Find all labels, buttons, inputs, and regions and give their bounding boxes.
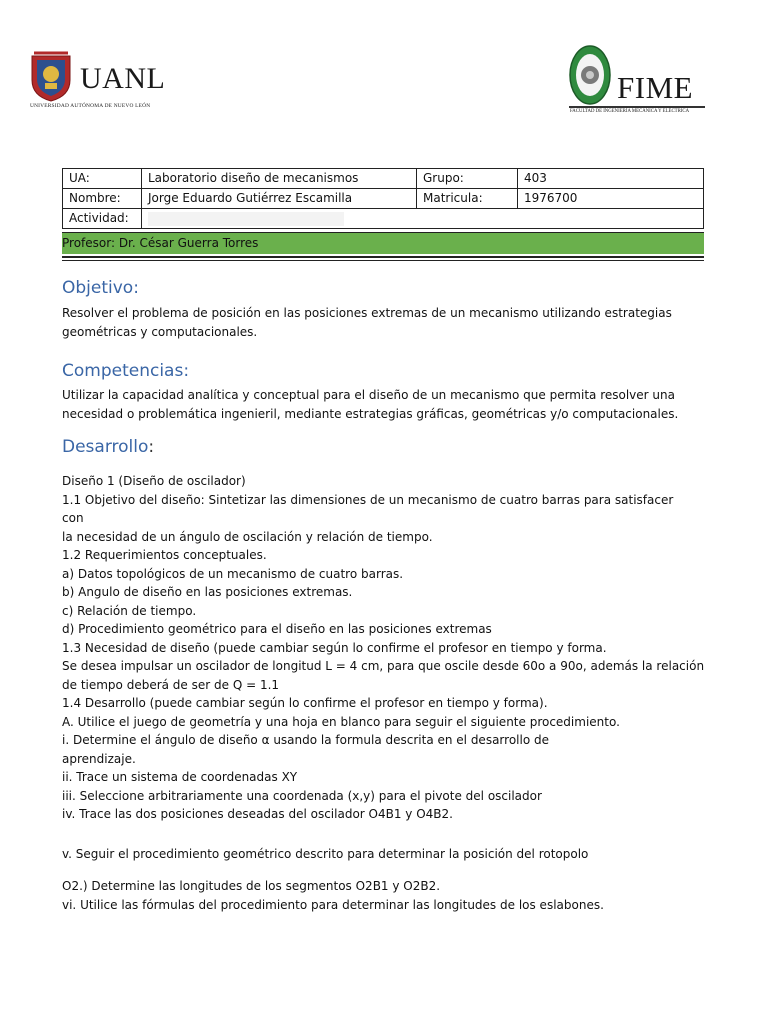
desarrollo-heading-text: Desarrollo bbox=[62, 437, 149, 457]
desarrollo-heading bbox=[62, 437, 154, 457]
uanl-wordmark: UANL bbox=[80, 62, 166, 95]
desarrollo-step-v bbox=[62, 845, 712, 864]
uanl-subtitle: UNIVERSIDAD AUTÓNOMA DE NUEVO LEÓN bbox=[30, 103, 151, 109]
grupo-value: 403 bbox=[518, 169, 704, 189]
uanl-seal-icon bbox=[28, 50, 74, 102]
fime-subtitle: FACULTAD DE INGENIERÍA MECÁNICA Y ELÉCTRICA bbox=[570, 109, 690, 114]
text-line: 1.4 Desarrollo (puede cambiar según lo confirme el profesor en tiempo y forma). bbox=[62, 696, 548, 710]
fime-logo bbox=[565, 42, 715, 116]
ua-value: Laboratorio diseño de mecanismos bbox=[142, 169, 417, 189]
text-line: 1.2 Requerimientos conceptuales. bbox=[62, 548, 267, 562]
actividad-label: Actividad: bbox=[63, 209, 142, 229]
text-line: iii. Seleccione arbitrariamente una coordenada (x,y) para el pivote del oscilador bbox=[62, 788, 542, 803]
actividad-blank bbox=[148, 212, 344, 226]
competencias-heading: Competencias: bbox=[62, 361, 190, 381]
nombre-label: Nombre: bbox=[63, 189, 142, 209]
text-line: geométricas y computacionales. bbox=[62, 324, 258, 339]
table-row bbox=[63, 189, 704, 209]
uanl-logo bbox=[28, 48, 168, 112]
text-line: Diseño 1 (Diseño de oscilador) bbox=[62, 474, 246, 488]
text-line: la necesidad de un ángulo de oscilación y relación de tiempo. bbox=[62, 529, 433, 544]
profesor-bar: Profesor: Dr. César Guerra Torres bbox=[62, 232, 704, 254]
text-line: v. Seguir el procedimiento geométrico descrito para determinar la posición del rotopolo bbox=[62, 847, 589, 861]
objetivo-text bbox=[62, 304, 712, 341]
text-line: de tiempo deberá de ser de Q = 1.1 bbox=[62, 677, 280, 692]
divider bbox=[62, 256, 704, 258]
fime-rule bbox=[569, 106, 705, 108]
grupo-label: Grupo: bbox=[417, 169, 518, 189]
divider bbox=[62, 260, 704, 261]
text-line: vi. Utilice las fórmulas del procedimiento para determinar las longitudes de los eslabones. bbox=[62, 897, 604, 912]
matricula-value: 1976700 bbox=[518, 189, 704, 209]
text-line: ii. Trace un sistema de coordenadas XY bbox=[62, 770, 298, 784]
text-line: c) Relación de tiempo. bbox=[62, 603, 197, 618]
info-table bbox=[62, 168, 704, 229]
ua-label: UA: bbox=[63, 169, 142, 189]
text-line: a) Datos topológicos de un mecanismo de cuatro barras. bbox=[62, 566, 404, 581]
desarrollo-block-1 bbox=[62, 472, 712, 824]
text-line: Utilizar la capacidad analítica y conceptual para el diseño de un mecanismo que permita resolver una bbox=[62, 388, 675, 402]
text-line: Se desea impulsar un oscilador de longitud L = 4 cm, para que oscile desde 60o a 90o, además la relación bbox=[62, 659, 705, 673]
desarrollo-block-2 bbox=[62, 877, 712, 914]
fime-wordmark: FIME bbox=[617, 70, 694, 105]
objetivo-heading: Objetivo: bbox=[62, 278, 139, 298]
text-line: iv. Trace las dos posiciones deseadas del oscilador O4B1 y O4B2. bbox=[62, 807, 453, 821]
competencias-text bbox=[62, 386, 712, 423]
text-line: necesidad o problemática ingenieril, mediante estrategias gráficas, geométricas y/o computacionales. bbox=[62, 406, 679, 421]
text-line: 1.1 Objetivo del diseño: Sintetizar las dimensiones de un mecanismo de cuatro barras para satisfacer bbox=[62, 492, 674, 507]
text-line: i. Determine el ángulo de diseño α usando la formula descrita en el desarrollo de bbox=[62, 733, 549, 747]
text-line: con bbox=[62, 511, 84, 525]
actividad-value bbox=[142, 209, 704, 229]
text-line: b) Angulo de diseño en las posiciones extremas. bbox=[62, 585, 353, 599]
matricula-label: Matricula: bbox=[417, 189, 518, 209]
text-line: Resolver el problema de posición en las posiciones extremas de un mecanismo utilizando estrategias bbox=[62, 306, 672, 320]
text-line: 1.3 Necesidad de diseño (puede cambiar según lo confirme el profesor en tiempo y forma. bbox=[62, 640, 607, 655]
text-line: d) Procedimiento geométrico para el diseño en las posiciones extremas bbox=[62, 622, 492, 636]
text-line: aprendizaje. bbox=[62, 751, 136, 766]
table-row bbox=[63, 209, 704, 229]
nombre-value: Jorge Eduardo Gutiérrez Escamilla bbox=[142, 189, 417, 209]
text-line: A. Utilice el juego de geometría y una hoja en blanco para seguir el siguiente procedimiento. bbox=[62, 714, 620, 729]
text-line: O2.) Determine las longitudes de los segmentos O2B1 y O2B2. bbox=[62, 879, 441, 893]
fime-seal-icon bbox=[568, 44, 612, 106]
desarrollo-heading-colon: : bbox=[148, 437, 155, 457]
table-row bbox=[63, 169, 704, 189]
